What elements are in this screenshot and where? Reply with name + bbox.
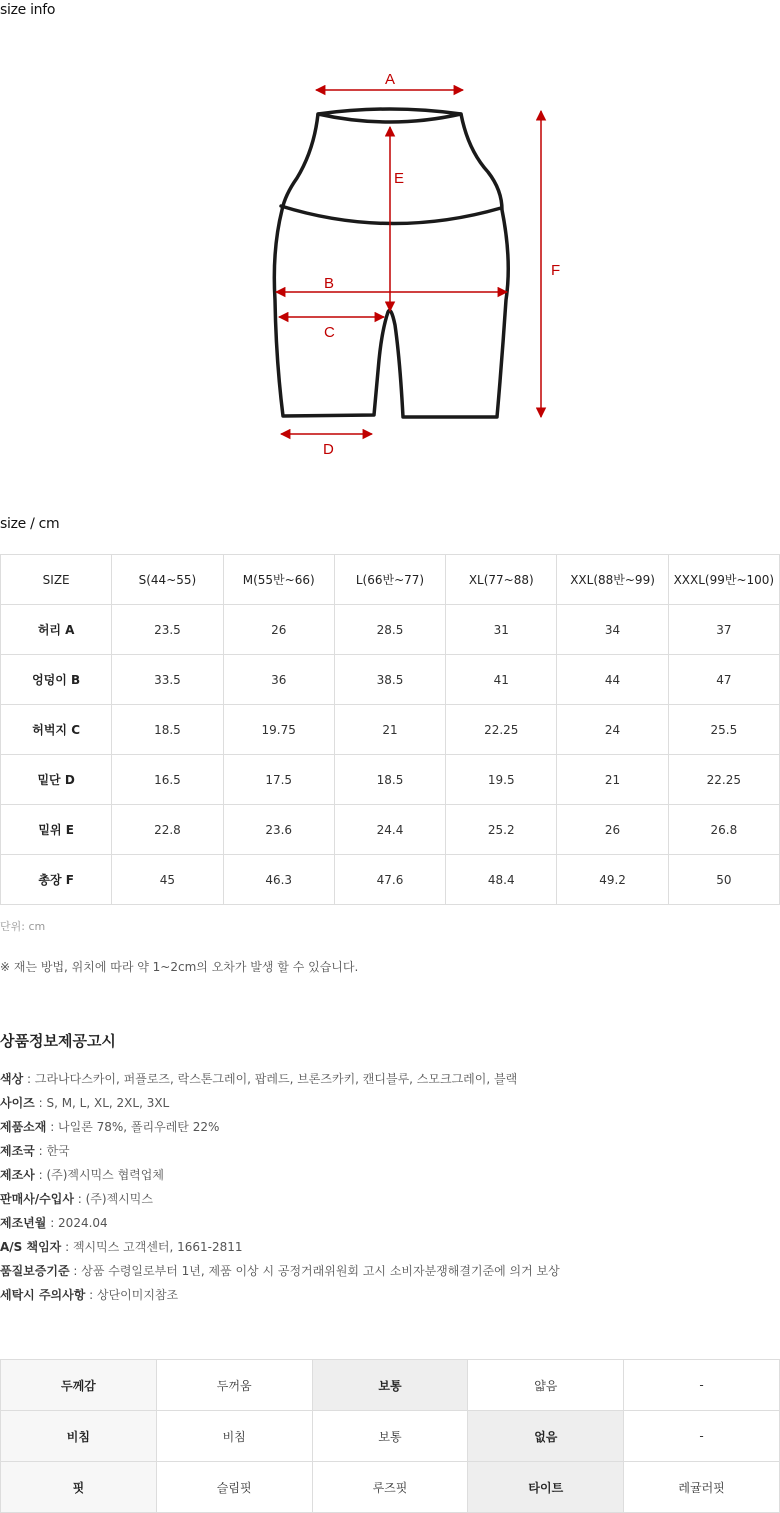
- info-key: A/S 책임자: [0, 1240, 62, 1254]
- info-key: 제품소재: [0, 1120, 47, 1134]
- fabric-feel-table: [0, 1359, 780, 1513]
- feel-option-selected: 타이트: [468, 1462, 624, 1513]
- info-value: : 상단이미지참조: [85, 1288, 179, 1302]
- shorts-outline: [274, 109, 508, 417]
- size-table: [0, 554, 780, 905]
- feel-option: 비침: [156, 1411, 312, 1462]
- table-cell: 26.8: [668, 805, 779, 855]
- table-cell: 31: [446, 605, 557, 655]
- info-value: : (주)젝시믹스: [73, 1192, 153, 1206]
- feel-option-selected: 없음: [468, 1411, 624, 1462]
- feel-row-thickness: [1, 1360, 780, 1411]
- table-cell: 22.25: [446, 705, 557, 755]
- feel-option: 슬림핏: [156, 1462, 312, 1513]
- table-cell: 36: [223, 655, 334, 705]
- label-e: E: [394, 170, 405, 187]
- row-label: 총장 F: [1, 855, 112, 905]
- table-cell: 26: [223, 605, 334, 655]
- info-row-color: [0, 1070, 560, 1094]
- feel-option: 두꺼움: [156, 1360, 312, 1411]
- shorts-size-diagram: [0, 40, 780, 470]
- row-label: 허벅지 C: [1, 705, 112, 755]
- product-info-list: [0, 1070, 560, 1310]
- table-cell: 38.5: [334, 655, 445, 705]
- info-key: 색상: [0, 1072, 24, 1086]
- table-cell: 46.3: [223, 855, 334, 905]
- info-row-washing: [0, 1286, 560, 1310]
- table-cell: 18.5: [334, 755, 445, 805]
- feel-label: 핏: [1, 1462, 157, 1513]
- header-cell: XL(77~88): [446, 555, 557, 605]
- table-cell: 21: [334, 705, 445, 755]
- table-cell: 17.5: [223, 755, 334, 805]
- table-cell: 21: [557, 755, 668, 805]
- table-cell: 37: [668, 605, 779, 655]
- table-cell: 19.75: [223, 705, 334, 755]
- table-cell: 24: [557, 705, 668, 755]
- table-cell: 22.8: [112, 805, 223, 855]
- info-row-warranty: [0, 1262, 560, 1286]
- info-row-seller: [0, 1190, 560, 1214]
- measurement-warning: ※ 재는 방법, 위치에 따라 약 1~2cm의 오차가 발생 할 수 있습니다.: [0, 960, 359, 974]
- table-cell: 48.4: [446, 855, 557, 905]
- feel-row-sheerness: [1, 1411, 780, 1462]
- label-b: B: [324, 275, 335, 292]
- header-cell: XXXL(99반~100): [668, 555, 779, 605]
- table-cell: 25.5: [668, 705, 779, 755]
- table-row: [1, 655, 780, 705]
- info-value: : 한국: [34, 1144, 70, 1158]
- table-cell: 24.4: [334, 805, 445, 855]
- table-row: [1, 705, 780, 755]
- info-value: : 그라나다스카이, 퍼플로즈, 락스톤그레이, 팝레드, 브론즈카키, 캔디블루, 스모크그레이, 블랙: [23, 1072, 518, 1086]
- label-a: A: [385, 71, 396, 88]
- table-row: [1, 805, 780, 855]
- info-row-as: [0, 1238, 560, 1262]
- table-cell: 16.5: [112, 755, 223, 805]
- product-notice-title: 상품정보제공고시: [0, 1032, 116, 1050]
- info-key: 제조사: [0, 1168, 35, 1182]
- feel-option-selected: 보통: [312, 1360, 468, 1411]
- table-cell: 34: [557, 605, 668, 655]
- header-cell: XXL(88반~99): [557, 555, 668, 605]
- size-table-header: [1, 555, 780, 605]
- feel-option: 루즈핏: [312, 1462, 468, 1513]
- feel-option: 보통: [312, 1411, 468, 1462]
- info-row-manufacturer: [0, 1166, 560, 1190]
- header-cell: L(66반~77): [334, 555, 445, 605]
- info-value: : 젝시믹스 고객센터, 1661-2811: [61, 1240, 243, 1254]
- info-key: 제조국: [0, 1144, 35, 1158]
- size-cm-title: size / cm: [0, 516, 60, 532]
- label-d: D: [323, 441, 334, 458]
- row-label: 밑단 D: [1, 755, 112, 805]
- row-label: 허리 A: [1, 605, 112, 655]
- label-f: F: [551, 262, 561, 279]
- feel-option: 얇음: [468, 1360, 624, 1411]
- table-cell: 33.5: [112, 655, 223, 705]
- feel-option: 레귤러핏: [624, 1462, 780, 1513]
- info-key: 제조년월: [0, 1216, 47, 1230]
- table-cell: 25.2: [446, 805, 557, 855]
- header-cell: SIZE: [1, 555, 112, 605]
- table-cell: 19.5: [446, 755, 557, 805]
- info-row-country: [0, 1142, 560, 1166]
- table-cell: 28.5: [334, 605, 445, 655]
- table-cell: 44: [557, 655, 668, 705]
- table-cell: 49.2: [557, 855, 668, 905]
- feel-label: 두께감: [1, 1360, 157, 1411]
- row-label: 밑위 E: [1, 805, 112, 855]
- header-cell: S(44~55): [112, 555, 223, 605]
- feel-label: 비침: [1, 1411, 157, 1462]
- info-key: 사이즈: [0, 1096, 35, 1110]
- table-cell: 23.5: [112, 605, 223, 655]
- info-value: : 2024.04: [46, 1216, 108, 1230]
- unit-note: 단위: cm: [0, 920, 46, 933]
- feel-option: -: [624, 1360, 780, 1411]
- info-key: 품질보증기준: [0, 1264, 70, 1278]
- size-info-title: size info: [0, 2, 56, 18]
- table-cell: 18.5: [112, 705, 223, 755]
- row-label: 엉덩이 B: [1, 655, 112, 705]
- feel-option: -: [624, 1411, 780, 1462]
- info-value: : S, M, L, XL, 2XL, 3XL: [34, 1096, 170, 1110]
- table-row: [1, 855, 780, 905]
- info-row-material: [0, 1118, 560, 1142]
- info-row-date: [0, 1214, 560, 1238]
- header-cell: M(55반~66): [223, 555, 334, 605]
- table-cell: 50: [668, 855, 779, 905]
- info-value: : (주)젝시믹스 협력업체: [34, 1168, 164, 1182]
- table-cell: 47.6: [334, 855, 445, 905]
- label-c: C: [324, 324, 335, 341]
- feel-row-fit: [1, 1462, 780, 1513]
- info-value: : 상품 수령일로부터 1년, 제품 이상 시 공정거래위원회 고시 소비자분쟁해결기준에 의거 보상: [69, 1264, 560, 1278]
- table-cell: 23.6: [223, 805, 334, 855]
- table-row: [1, 605, 780, 655]
- info-row-size: [0, 1094, 560, 1118]
- table-cell: 26: [557, 805, 668, 855]
- table-cell: 45: [112, 855, 223, 905]
- info-value: : 나일론 78%, 폴리우레탄 22%: [46, 1120, 220, 1134]
- info-key: 판매사/수입사: [0, 1192, 74, 1206]
- info-key: 세탁시 주의사항: [0, 1288, 86, 1302]
- table-row: [1, 755, 780, 805]
- table-cell: 22.25: [668, 755, 779, 805]
- table-cell: 47: [668, 655, 779, 705]
- table-cell: 41: [446, 655, 557, 705]
